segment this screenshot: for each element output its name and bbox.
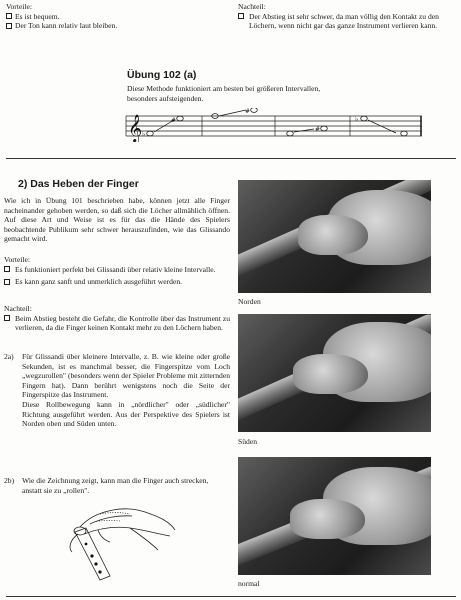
checkbox-icon xyxy=(238,13,244,19)
photo-north xyxy=(238,180,431,293)
photo-caption-normal: normal xyxy=(238,579,260,588)
svg-text:#: # xyxy=(245,108,251,115)
section-intro: Wie ich in Übung 101 beschrieben habe, können jetzt alle Finger nacheinander gehoben werden, so daß sich die Löcher allmählich öffnen. Auf diese Art und Weise ist es für das die Hände des Spielers beobachtende Publikum sehr schwer herauszufinden, wie das Glissando gemacht wird. xyxy=(4,196,230,244)
item-2a-more: Diese Rollbewegung kann in „nördlicher" oder „südlicher" Richtung ausgeführt werden. Aus der Perspektive des Spielers ist Norden oben und Süden unten. xyxy=(22,399,230,429)
top-advantages-label: Vorteile: xyxy=(6,2,33,11)
treble-clef-icon: 𝄞 xyxy=(128,114,143,142)
bottom-divider xyxy=(6,596,456,597)
top-disadvantage-item: Der Abstieg ist sehr schwer, da man völlig den Kontakt zu den Löchern, wenn nicht gar das ganze Instrument verlieren kann. xyxy=(238,12,453,31)
top-left-block xyxy=(6,2,211,31)
advantages-block xyxy=(4,255,230,287)
item-2a-number: 2a) xyxy=(4,352,14,361)
photo-south xyxy=(238,314,431,432)
item-2b xyxy=(4,476,230,495)
item-2a xyxy=(4,352,230,429)
photo-normal xyxy=(238,457,431,575)
disadvantage-item: Beim Abstieg besteht die Gefahr, die Kontrolle über das Instrument zu verlieren, da die Finger keinen Kontakt mehr zu den Löchern haben. xyxy=(4,314,230,333)
svg-text:♭: ♭ xyxy=(142,130,146,138)
top-advantage-item: Der Ton kann relativ laut bleiben. xyxy=(6,21,211,31)
top-advantage-item: Es ist bequem. xyxy=(6,12,211,22)
finger-drawing xyxy=(40,500,190,592)
exercise-title: Übung 102 (a) xyxy=(127,69,197,81)
photo-caption-south: Süden xyxy=(238,437,257,446)
item-2b-number: 2b) xyxy=(4,476,15,485)
top-right-block xyxy=(238,2,453,31)
checkbox-icon xyxy=(4,315,10,321)
disadvantage-label: Nachteil: xyxy=(4,304,32,313)
music-staff xyxy=(124,108,424,142)
photo-caption-north: Norden xyxy=(238,297,261,306)
advantage-item: Es funktioniert perfekt bei Glissandi über relativ kleine Intervalle. xyxy=(4,265,230,275)
item-2b-text: Wie die Zeichnung zeigt, kann man die Finger auch strecken, anstatt sie zu „rollen". xyxy=(22,476,209,495)
svg-text:♭: ♭ xyxy=(355,115,359,123)
checkbox-icon xyxy=(4,266,10,272)
checkbox-icon xyxy=(4,279,10,285)
svg-text:#: # xyxy=(315,126,321,133)
section-divider xyxy=(6,158,456,159)
top-disadvantage-label: Nachteil: xyxy=(238,2,266,11)
item-2a-text: Für Glissandi über kleinere Intervalle, z. B. wie kleine oder große Sekunden, ist es manchmal besser, die Fingerspitze vom Loch „wegzurollen" (besonders wenn der Spieler Probleme mit zitternden Fingern hat). Dann berührt wenigstens noch die Seite der Fingerspitze das Instrument. xyxy=(22,352,230,400)
advantages-label: Vorteile: xyxy=(4,255,31,264)
advantage-item: Es kann ganz sanft und unmerklich ausgeführt werden. xyxy=(4,277,230,287)
disadvantage-block xyxy=(4,304,230,333)
exercise-text: Diese Methode funktioniert am besten bei größeren Intervallen, besonders aufsteigenden. xyxy=(127,84,321,103)
svg-text:#: # xyxy=(171,117,177,124)
section-title: 2) Das Heben der Finger xyxy=(18,178,139,190)
checkbox-icon xyxy=(6,23,12,29)
checkbox-icon xyxy=(6,13,12,19)
